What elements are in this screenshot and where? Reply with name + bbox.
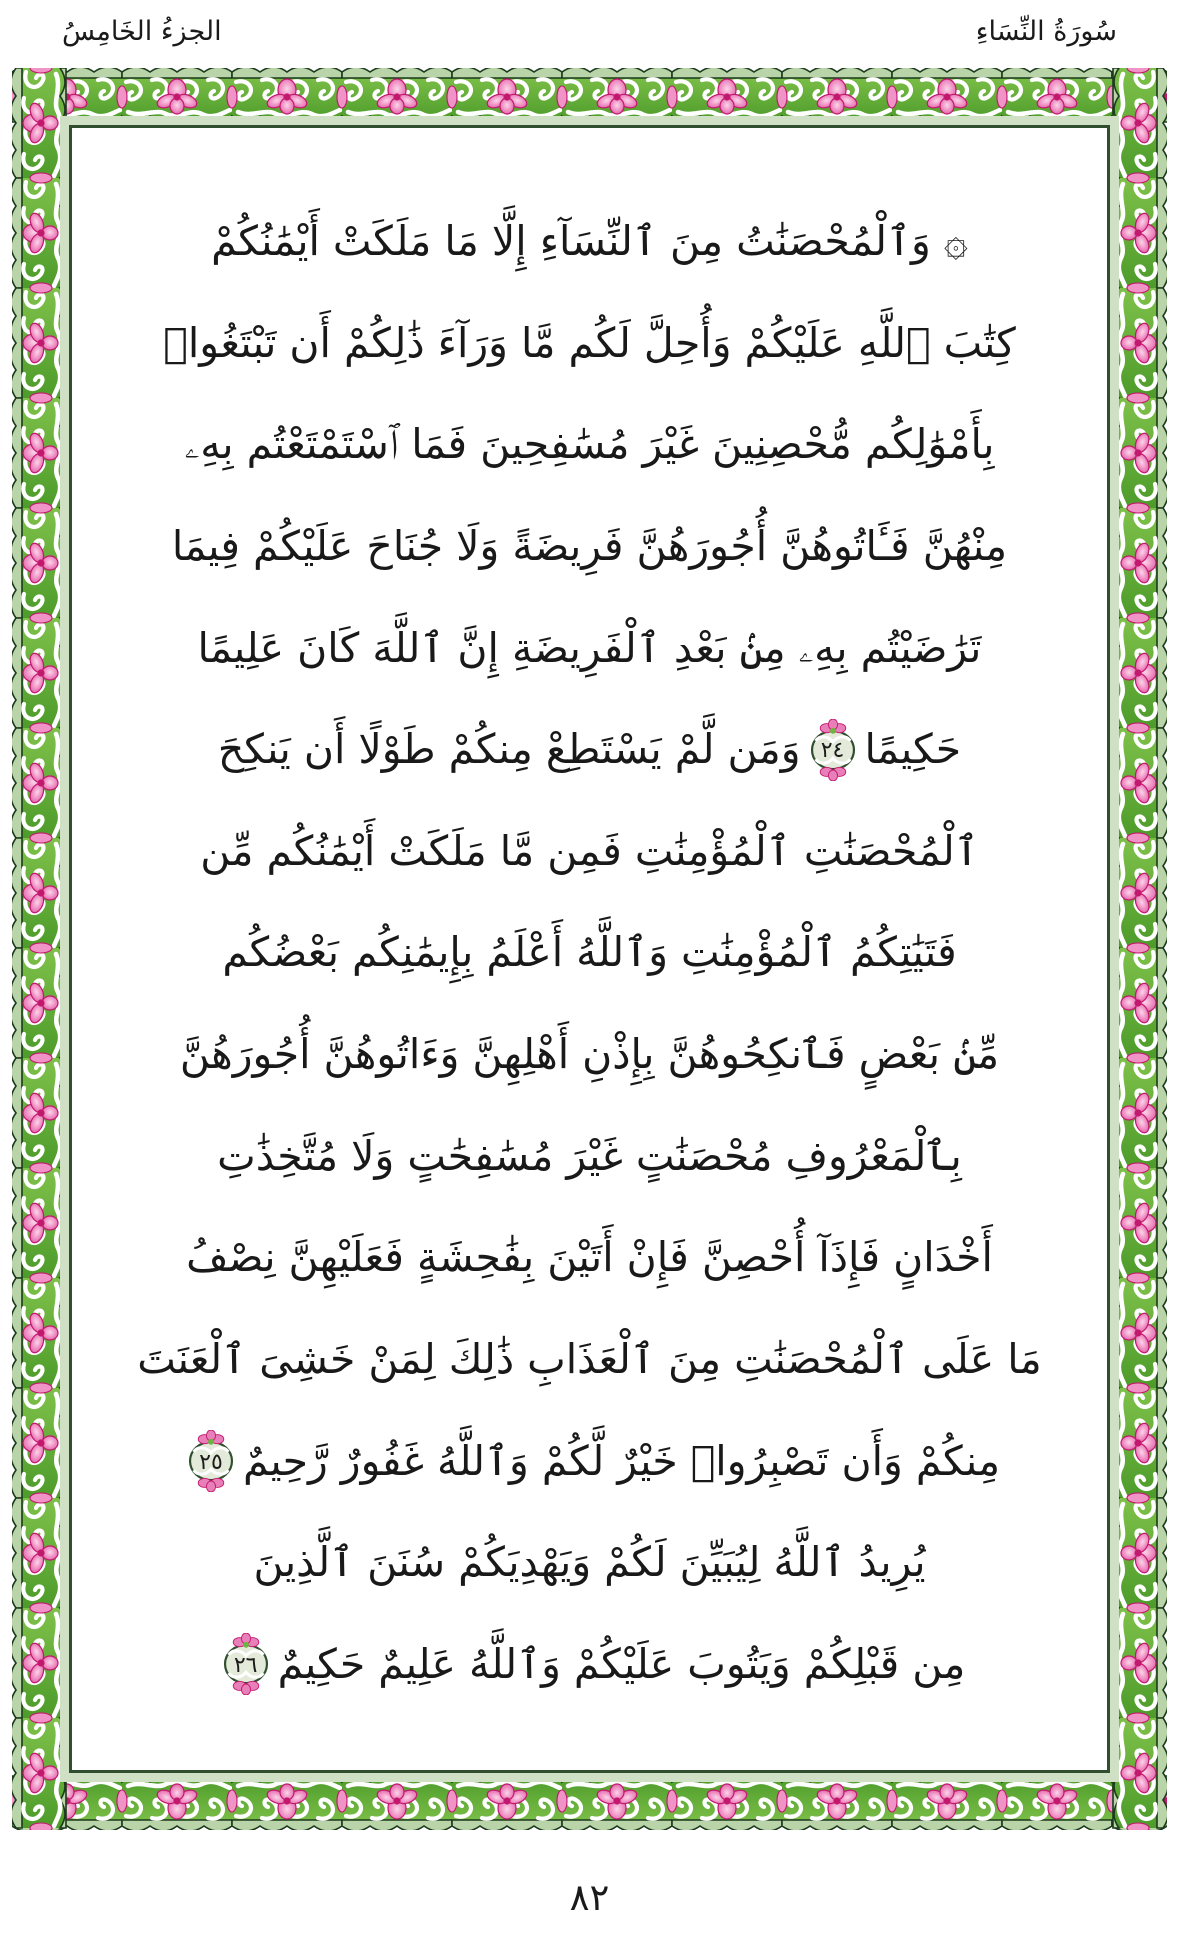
quran-line-5-text: تَرَٰضَيْتُم بِهِۦ مِنۢ بَعْدِ ٱلْفَرِيضَةِ إِنَّ ٱللَّهَ كَانَ عَلِيمًا [197, 623, 982, 672]
quran-line-2 [135, 293, 1044, 394]
ayah-marker-26 [219, 1633, 273, 1695]
ayah-number-25: ٢٥ [199, 1449, 223, 1475]
page-number: ٨٢ [569, 1876, 610, 1919]
quran-line-10 [135, 1106, 1044, 1207]
quran-line-13-text: مِنكُمْ وَأَن تَصْبِرُوا۟ خَيْرٌ لَّكُمْ وَٱللَّهُ غَفُورٌ رَّحِيمٌ [242, 1436, 1001, 1485]
ayah-marker-25 [184, 1430, 238, 1492]
quran-line-3-text: بِأَمْوَٰلِكُم مُّحْصِنِينَ غَيْرَ مُسَٰفِحِينَ فَمَا ٱسْتَمْتَعْتُم بِهِۦ [184, 420, 995, 469]
quran-line-6-text: حَكِيمًا [864, 725, 962, 774]
quran-line-13 [135, 1411, 1044, 1512]
quran-line-8 [135, 902, 1044, 1003]
quran-line-6-text-after: وَمَن لَّمْ يَسْتَطِعْ مِنكُمْ طَوْلًا أَن يَنكِحَ [217, 725, 801, 774]
quran-line-1-text: ۞ وَٱلْمُحْصَنَٰتُ مِنَ ٱلنِّسَآءِ إِلَّا مَا مَلَكَتْ أَيْمَٰنُكُمْ [211, 216, 968, 265]
inner-text-frame [60, 116, 1119, 1782]
quran-line-12 [135, 1309, 1044, 1410]
quran-line-11-text: أَخْدَانٍ فَإِذَآ أُحْصِنَّ فَإِنْ أَتَيْنَ بِفَٰحِشَةٍ فَعَلَيْهِنَّ نِصْفُ [186, 1233, 993, 1282]
quran-text-block [135, 191, 1044, 1715]
quran-line-14-text: يُرِيدُ ٱللَّهُ لِيُبَيِّنَ لَكُمْ وَيَهْدِيَكُمْ سُنَنَ ٱلَّذِينَ [253, 1538, 926, 1587]
ayah-marker-24 [806, 719, 860, 781]
quran-line-4-text: مِنْهُنَّ فَـَٔاتُوهُنَّ أُجُورَهُنَّ فَرِيضَةً وَلَا جُنَاحَ عَلَيْكُمْ فِيمَا [171, 521, 1008, 570]
ayah-number-24: ٢٤ [820, 738, 845, 764]
quran-line-10-text: بِٱلْمَعْرُوفِ مُحْصَنَٰتٍ غَيْرَ مُسَٰفِحَٰتٍ وَلَا مُتَّخِذَٰتِ [217, 1131, 962, 1180]
quran-line-15 [135, 1614, 1044, 1715]
quran-line-4 [135, 496, 1044, 597]
quran-line-1 [135, 191, 1044, 292]
surah-title: سُورَةُ النِّسَاءِ [975, 15, 1117, 47]
ayah-number-26: ٢٦ [233, 1652, 258, 1678]
quran-line-9-text: مِّنۢ بَعْضٍ فَٱنكِحُوهُنَّ بِإِذْنِ أَهْلِهِنَّ وَءَاتُوهُنَّ أُجُورَهُنَّ [179, 1030, 1000, 1079]
quran-line-6 [135, 699, 1044, 800]
quran-line-5 [135, 598, 1044, 699]
ornate-frame [12, 68, 1167, 1830]
quran-line-14 [135, 1512, 1044, 1613]
juz-title: الجزءُ الخَامِسُ [62, 15, 222, 47]
quran-line-11 [135, 1207, 1044, 1308]
quran-line-2-text: كِتَٰبَ ٱللَّهِ عَلَيْكُمْ وَأُحِلَّ لَكُم مَّا وَرَآءَ ذَٰلِكُمْ أَن تَبْتَغُوا۟ [163, 318, 1016, 367]
quran-line-8-text: فَتَيَٰتِكُمُ ٱلْمُؤْمِنَٰتِ وَٱللَّهُ أَعْلَمُ بِإِيمَٰنِكُم بَعْضُكُم [222, 928, 957, 977]
quran-line-7 [135, 801, 1044, 902]
quran-line-3 [135, 394, 1044, 495]
quran-line-7-text: ٱلْمُحْصَنَٰتِ ٱلْمُؤْمِنَٰتِ فَمِن مَّا مَلَكَتْ أَيْمَٰنُكُم مِّن [200, 826, 979, 875]
quran-line-9 [135, 1004, 1044, 1105]
quran-line-15-text: مِن قَبْلِكُمْ وَيَتُوبَ عَلَيْكُمْ وَٱللَّهُ عَلِيمٌ حَكِيمٌ [277, 1639, 966, 1688]
quran-line-12-text: مَا عَلَى ٱلْمُحْصَنَٰتِ مِنَ ٱلْعَذَابِ ذَٰلِكَ لِمَنْ خَشِىَ ٱلْعَنَتَ [137, 1335, 1042, 1384]
page-header [0, 0, 1179, 62]
